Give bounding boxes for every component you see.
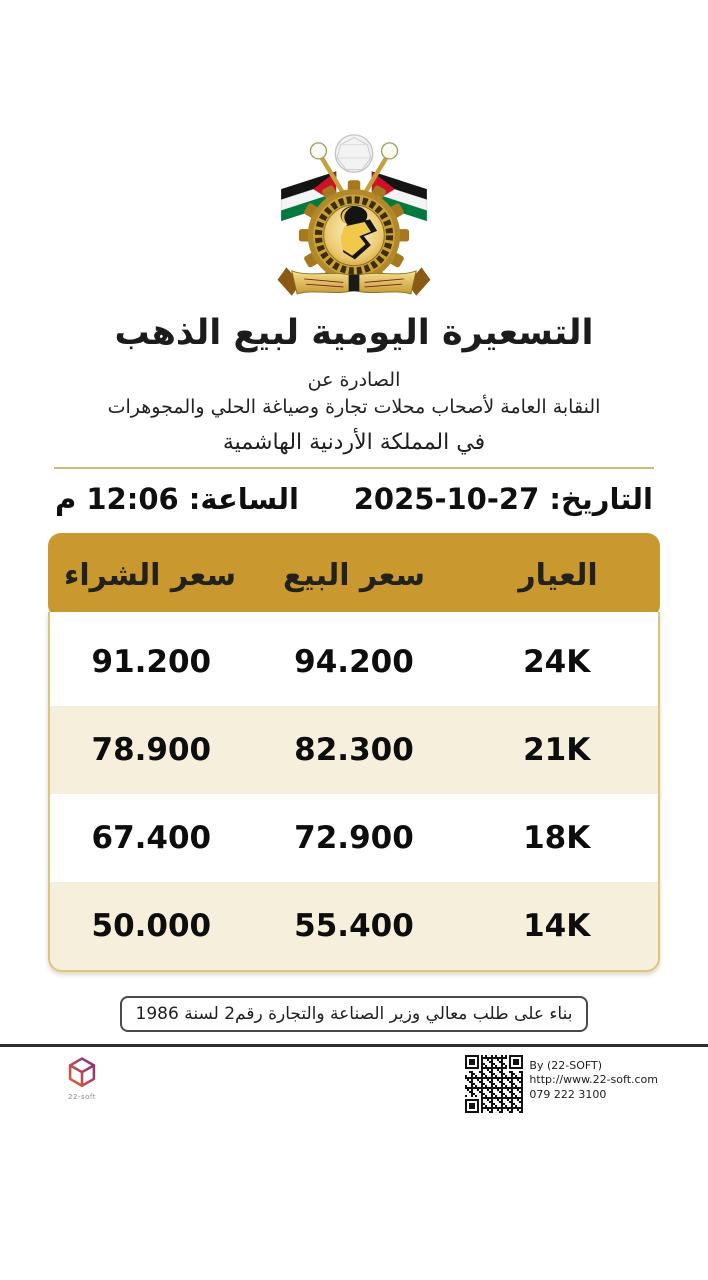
gold-divider	[54, 467, 654, 469]
datetime-row	[0, 482, 708, 516]
sell-price-value: 82.300	[294, 731, 414, 768]
table-row	[50, 618, 658, 706]
syndicate-line: النقابة العامة لأصحاب محلات تجارة وصياغة الحلي والمجوهرات	[107, 395, 601, 418]
page-title: التسعيرة اليومية لبيع الذهب	[114, 313, 594, 353]
gold-price-table	[48, 533, 660, 972]
issued-by-line: الصادرة عن	[307, 369, 401, 391]
credit-by: By (22-SOFT)	[529, 1058, 603, 1072]
buy-price-value: 50.000	[91, 907, 212, 944]
sell-price-value: 55.400	[294, 907, 414, 944]
karat-value: 21K	[523, 731, 591, 768]
22soft-cube-logo-icon	[65, 1055, 99, 1091]
table-row	[50, 882, 658, 970]
syndicate-emblem-icon	[265, 118, 443, 302]
buy-price-value: 67.400	[91, 819, 212, 856]
karat-value: 18K	[523, 819, 591, 856]
country-line: في المملكة الأردنية الهاشمية	[222, 429, 486, 455]
table-row	[50, 794, 658, 882]
column-header-karat: العيار	[518, 557, 598, 593]
sell-price-value: 72.900	[294, 819, 414, 856]
buy-price-value: 91.200	[91, 643, 212, 680]
credit-block	[465, 1055, 658, 1113]
footer	[0, 1047, 708, 1113]
column-header-buy-price: سعر الشراء	[64, 557, 236, 593]
table-row	[50, 706, 658, 794]
column-header-sell-price: سعر البيع	[282, 557, 426, 593]
karat-value: 14K	[523, 907, 591, 944]
diamond-gem-icon	[335, 135, 372, 172]
date-label: التاريخ: 27-10-2025	[353, 481, 653, 516]
table-header-row	[48, 533, 660, 618]
credit-lines	[529, 1055, 658, 1104]
qr-code-icon	[465, 1055, 523, 1113]
buy-price-value: 78.900	[91, 731, 212, 768]
brand-caption: 22-soft	[68, 1092, 96, 1101]
regulation-note: بناء على طلب معالي وزير الصناعة والتجارة رقم2 لسنة 1986	[120, 996, 589, 1032]
time-label: الساعة: 12:06 م	[55, 481, 299, 516]
credit-phone: 079 222 3100	[529, 1088, 607, 1102]
emblem-container	[0, 0, 708, 302]
sell-price-value: 94.200	[294, 643, 414, 680]
table-body	[48, 612, 660, 972]
brand-logo-block	[58, 1055, 106, 1101]
credit-website: http://www.22-soft.com	[529, 1073, 658, 1087]
karat-value: 24K	[523, 643, 591, 680]
